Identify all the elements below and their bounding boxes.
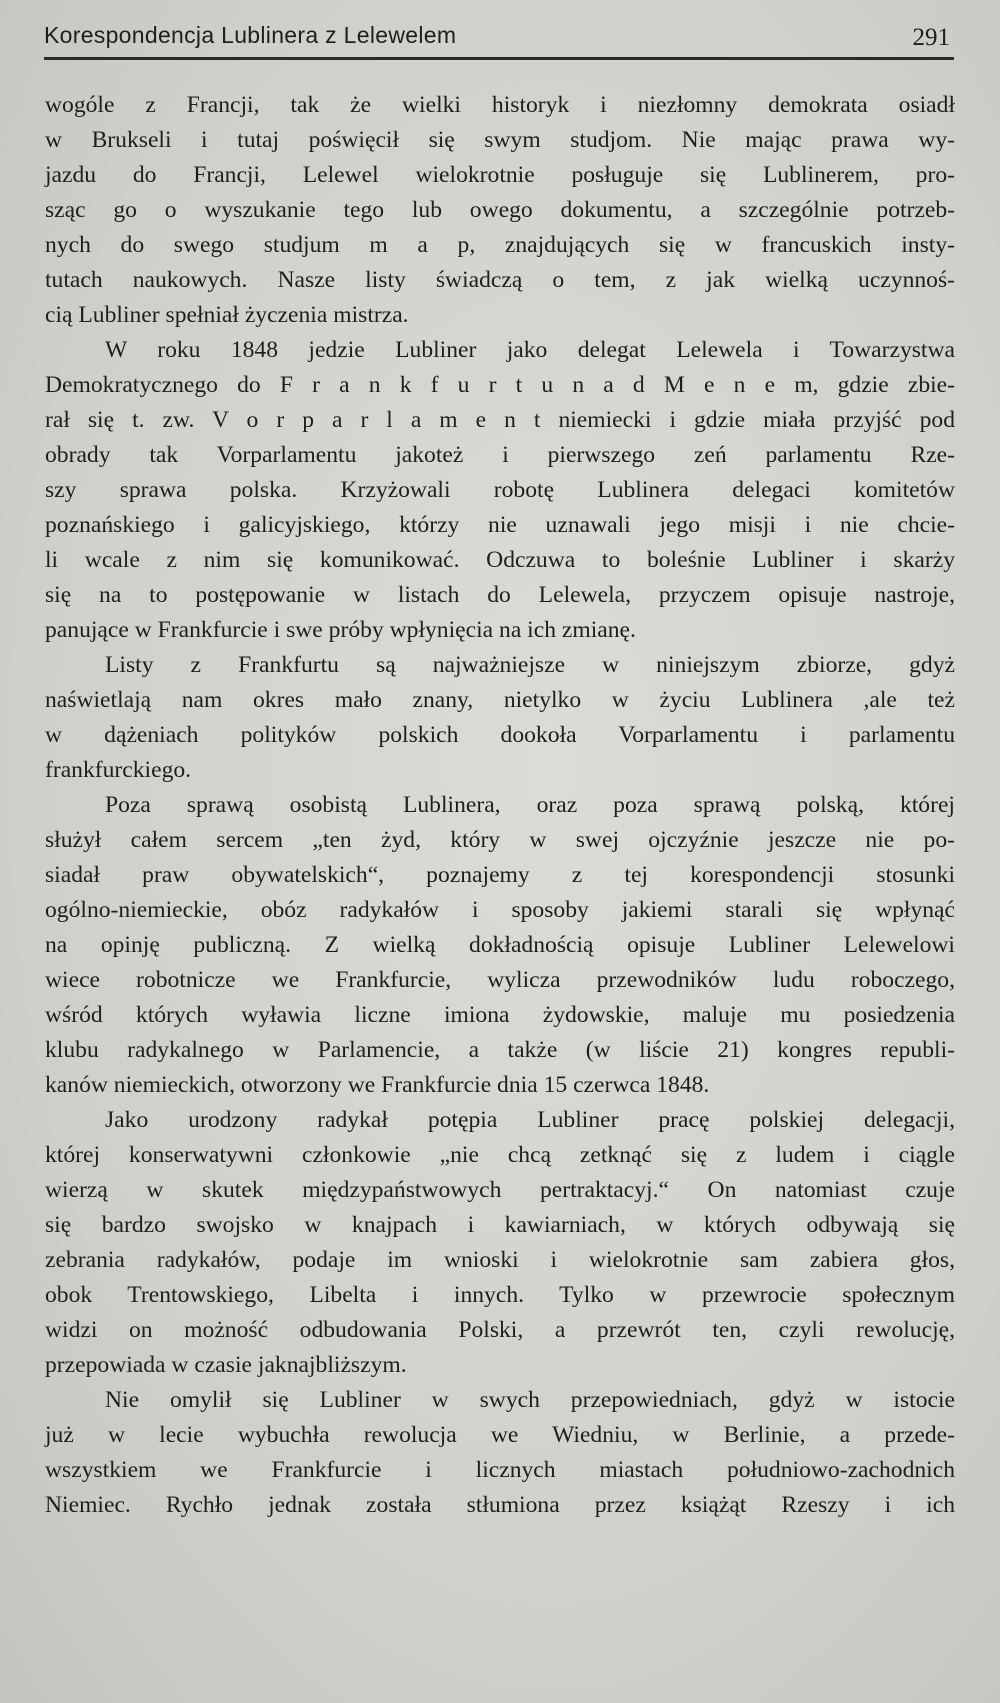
text-line: sząc go o wyszukanie tego lub owego dokumentu, a szczególnie potrzeb- <box>45 197 955 223</box>
text-line: w dążeniach polityków polskich dookoła Vorparlamentu i parlamentu <box>45 722 955 748</box>
text-line: widzi on możność odbudowania Polski, a przewrót ten, czyli rewolucję, <box>45 1317 955 1343</box>
text-line: Listy z Frankfurtu są najważniejsze w niniejszym zbiorze, gdyż <box>105 652 955 678</box>
text-line: Jako urodzony radykał potępia Lubliner pracę polskiej delegacji, <box>105 1107 955 1133</box>
text-line: na opinję publiczną. Z wielką dokładnością opisuje Lubliner Lelewelowi <box>45 932 955 958</box>
body-text <box>45 88 955 1523</box>
text-line: cią Lubliner spełniał życzenia mistrza. <box>45 302 409 328</box>
text-line: wogóle z Francji, tak że wielki historyk i niezłomny demokrata osiadł <box>45 92 955 118</box>
text-line: już w lecie wybuchła rewolucja we Wiedniu, w Berlinie, a przede- <box>45 1422 955 1448</box>
text-line: wśród których wyławia liczne imiona żydowskie, maluje mu posiedzenia <box>45 1002 955 1028</box>
text-line: panujące w Frankfurcie i swe próby wpłynięcia na ich zmianę. <box>45 617 636 643</box>
text-line: zebrania radykałów, podaje im wnioski i wielokrotnie sam zabiera głos, <box>45 1247 955 1273</box>
page-header <box>44 18 954 58</box>
text-line: klubu radykalnego w Parlamencie, a także (w liście 21) kongres republi- <box>45 1037 955 1063</box>
text-line: szy sprawa polska. Krzyżowali robotę Lublinera delegaci komitetów <box>45 477 955 503</box>
page-number: 291 <box>912 24 950 51</box>
text-line: frankfurckiego. <box>45 757 192 783</box>
text-line: Demokratycznego do F r a n k f u r t u n a d M e n e m, gdzie zbie- <box>45 372 955 398</box>
paragraph <box>45 88 955 333</box>
text-line: w Brukseli i tutaj poświęcił się swym studjom. Nie mając prawa wy- <box>45 127 955 153</box>
paragraph <box>45 1383 955 1523</box>
text-line: wszystkiem we Frankfurcie i licznych miastach południowo-zachodnich <box>45 1457 955 1483</box>
text-line: się na to postępowanie w listach do Lelewela, przyczem opisuje nastroje, <box>45 582 955 608</box>
text-line: tutach naukowych. Nasze listy świadczą o tem, z jak wielką uczynnoś- <box>45 267 955 293</box>
text-line: W roku 1848 jedzie Lubliner jako delegat Lelewela i Towarzystwa <box>105 337 955 363</box>
text-line: li wcale z nim się komunikować. Odczuwa to boleśnie Lubliner i skarży <box>45 547 955 573</box>
text-line: obok Trentowskiego, Libelta i innych. Tylko w przewrocie społecznym <box>45 1282 955 1308</box>
text-line: nych do swego studjum m a p, znajdujących się w francuskich insty- <box>45 232 955 258</box>
text-line: służył całem sercem „ten żyd, który w swej ojczyźnie jeszcze nie po- <box>45 827 955 853</box>
text-line: Niemiec. Rychło jednak została stłumiona przez książąt Rzeszy i ich <box>45 1492 955 1518</box>
text-line: wierzą w skutek międzypaństwowych pertraktacyj.“ On natomiast czuje <box>45 1177 955 1203</box>
text-line: wiece robotnicze we Frankfurcie, wylicza przewodników ludu roboczego, <box>45 967 955 993</box>
text-line: siadał praw obywatelskich“, poznajemy z tej korespondencji stosunki <box>45 862 955 888</box>
paragraph <box>45 788 955 1103</box>
text-line: przepowiada w czasie jaknajbliższym. <box>45 1352 407 1378</box>
text-line: naświetlają nam okres mało znany, nietylko w życiu Lublinera ,ale też <box>45 687 955 713</box>
text-line: Poza sprawą osobistą Lublinera, oraz poza sprawą polską, której <box>105 792 955 818</box>
paragraph <box>45 648 955 788</box>
text-line: której konserwatywni członkowie „nie chcą zetknąć się z ludem i ciągle <box>45 1142 955 1168</box>
text-line: obrady tak Vorparlamentu jakoteż i pierwszego zeń parlamentu Rze- <box>45 442 955 468</box>
paragraph <box>45 1103 955 1383</box>
text-line: jazdu do Francji, Lelewel wielokrotnie posługuje się Lublinerem, pro- <box>45 162 955 188</box>
header-rule <box>44 57 954 60</box>
text-line: Nie omylił się Lubliner w swych przepowiedniach, gdyż w istocie <box>105 1387 955 1413</box>
text-line: kanów niemieckich, otworzony we Frankfurcie dnia 15 czerwca 1848. <box>45 1072 710 1098</box>
text-line: rał się t. zw. V o r p a r l a m e n t niemiecki i gdzie miała przyjść pod <box>45 407 955 433</box>
running-head: Korespondencja Lublinera z Lelewelem <box>44 22 457 48</box>
text-line: poznańskiego i galicyjskiego, którzy nie uznawali jego misji i nie chcie- <box>45 512 955 538</box>
text-line: ogólno-niemieckie, obóz radykałów i sposoby jakiemi starali się wpłynąć <box>45 897 955 923</box>
text-line: się bardzo swojsko w knajpach i kawiarniach, w których odbywają się <box>45 1212 955 1238</box>
paragraph <box>45 333 955 648</box>
